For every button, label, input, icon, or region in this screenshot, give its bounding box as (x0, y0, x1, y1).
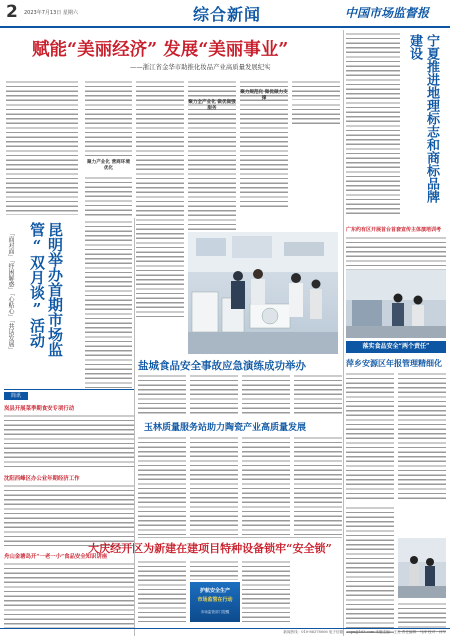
right-story-title: 宁夏推进地理标志和商标品牌建设 (407, 34, 439, 203)
daqing-body-1 (138, 560, 186, 622)
ad-line-1: 护航安全生产 (199, 588, 230, 594)
brief-section (4, 392, 134, 636)
lead-subhead-2-text: 聚力全产业化 做优做强服务 (188, 100, 236, 111)
lead-body-col2 (136, 80, 184, 320)
vertical-story-body (85, 220, 132, 390)
right-photo (346, 270, 446, 338)
footer-text: 新闻热线：010-86378006 电子信箱：ccpx@163.com 本版主编：王亮 责任编辑：马涛 校对：孙军 (283, 630, 446, 634)
daqing-title: 大庆经开区为新建在建项目特种设备锁牢“安全锁” (88, 542, 332, 555)
page-header (0, 0, 450, 26)
yancheng-body-2 (190, 374, 238, 416)
yancheng-title: 盐城食品安全事故应急演练成功举办 (138, 360, 306, 372)
vertical-headline-block (4, 222, 74, 390)
daqing-body-3 (242, 560, 290, 622)
brief-headline-2: 沈阳西峰区办公业年期经济工作 (4, 476, 80, 482)
lead-subhead-1 (85, 160, 132, 172)
lead-body-col5b (292, 103, 340, 125)
lead-subhead-2 (188, 100, 236, 112)
lead-body-col1b (85, 176, 132, 216)
header-rule (0, 26, 450, 28)
right-banner (346, 341, 446, 353)
lead-title: 赋能“美丽经济” 发展“美丽事业” (32, 40, 289, 60)
right-bottom-body-1 (346, 506, 394, 634)
yulin-body-3 (242, 436, 290, 536)
main-photo (188, 232, 338, 354)
right-column (346, 30, 446, 636)
section-rule-1 (4, 389, 134, 390)
inspectors-at-site-photo (398, 538, 446, 598)
bottom-photo (398, 538, 446, 598)
lead-body-col5 (292, 80, 340, 100)
page-number: 2 (6, 2, 18, 22)
lead-subhead-1-text: 聚力产业化 营商环境优化 (87, 160, 130, 171)
yancheng-body-4 (294, 374, 342, 416)
right-low-body-1 (346, 372, 394, 500)
vertical-tags: 「面对面」「纾困解惑」「心贴心」「共话发展」 (7, 230, 14, 353)
inspection-scene-photo (346, 270, 446, 338)
page-date: 2023年7月13日 星期六 (24, 10, 78, 16)
yancheng-body-1 (138, 374, 186, 416)
column-rule-2 (343, 30, 344, 636)
ad-caption: 市场监管部门提醒 (200, 610, 230, 614)
vertical-headline: 昆明举办首期市场监管“双月谈”活动 (28, 222, 64, 357)
brief-label-text: 简讯 (10, 393, 21, 399)
section-rule-2 (138, 537, 342, 538)
brief-body-2 (4, 484, 134, 546)
lead-subhead-3 (240, 90, 288, 102)
yancheng-body-3 (242, 374, 290, 416)
ad-line-2: 市场监管在行动 (197, 597, 233, 603)
column-rule-1 (134, 218, 135, 636)
brief-body-1 (4, 414, 134, 470)
right-low-title: 萍乡安源区年报管理精细化 (346, 358, 442, 368)
yulin-body-2 (190, 436, 238, 536)
footer-rule (0, 628, 450, 629)
yulin-title: 玉林质量服务站助力陶瓷产业高质量发展 (144, 423, 307, 433)
yulin-body-4 (294, 436, 342, 536)
right-low-body-2 (398, 372, 446, 500)
brief-headline-1: 岚县开展菜季期食安专项行动 (4, 406, 75, 412)
lead-subtitle: ——浙江省金华市助推化妆品产业高质量发展纪实 (130, 63, 271, 71)
daqing-body-2 (190, 560, 238, 580)
section-title: 综合新闻 (193, 5, 262, 24)
lead-subhead-3-text: 聚力规范化 做优做力支撑 (240, 90, 288, 101)
right-body-1 (346, 32, 400, 216)
workers-inspecting-equipment-photo (188, 232, 338, 354)
brief-label (4, 392, 28, 400)
masthead: 中国市场监督报 (345, 6, 430, 20)
lead-body-col1 (85, 80, 132, 158)
brief-body-3 (4, 562, 134, 632)
right-banner-text: 落实食品安全“两个责任” (362, 343, 430, 350)
lead-left-col (6, 80, 78, 215)
yulin-body-1 (138, 436, 186, 536)
brief-headline-3: 舟山金塘岛开“一老一小”食品安全知识讲座 (4, 554, 108, 560)
right-mid-title: 广东约有区开展首台首套宣传主体演培训考 (346, 227, 442, 233)
ad-banner (190, 582, 240, 622)
